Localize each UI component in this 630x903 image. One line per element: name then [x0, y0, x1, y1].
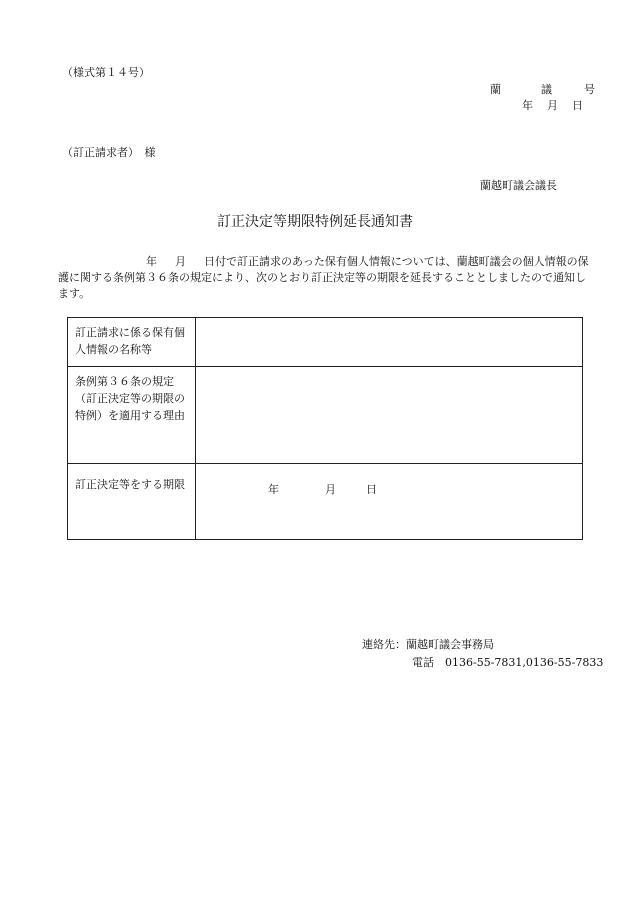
- table-row: [68, 318, 583, 367]
- table-label: 条例第３６条の規定（訂正決定等の期限の特例）を適用する理由: [68, 367, 196, 464]
- table-value-field[interactable]: [196, 367, 583, 464]
- body-year: 年: [146, 255, 157, 268]
- deadline-date-field[interactable]: [196, 464, 583, 540]
- body-text: 日付で訂正請求のあった保有個人情報については、蘭越町議会の個人情報の保護に関する条例第３６条の規定により、次のとおり訂正決定等の期限を延長することとしましたので通知します。: [58, 255, 589, 300]
- date-year: 年: [522, 99, 533, 112]
- body-month: 月: [175, 255, 186, 268]
- table-value-field[interactable]: [196, 318, 583, 367]
- deadline-year: 年: [268, 483, 279, 496]
- page-title: 訂正決定等期限特例延長通知書: [217, 214, 413, 230]
- addressee: （訂正請求者） 様: [62, 146, 156, 159]
- document-number-prefix: 蘭: [490, 83, 501, 96]
- table-label: 訂正決定等をする期限: [68, 464, 196, 540]
- date-month: 月: [547, 99, 558, 112]
- body-paragraph: [58, 254, 590, 302]
- document-number-suffix: 号: [584, 83, 595, 96]
- contact-phone: 電話 0136-55-7831,0136-55-7833: [412, 656, 604, 669]
- deadline-day: 日: [366, 483, 377, 496]
- document-number-mid: 議: [541, 83, 552, 96]
- table-row: [68, 367, 583, 464]
- form-number: （様式第１４号）: [62, 66, 150, 79]
- document-date: [522, 97, 583, 113]
- deadline-month: 月: [325, 483, 336, 496]
- table-row: [68, 464, 583, 540]
- info-table: [67, 317, 583, 540]
- document-number: [490, 81, 595, 97]
- table-label: 訂正請求に係る保有個人情報の名称等: [68, 318, 196, 367]
- contact-office: 連絡先：蘭越町議会事務局: [362, 638, 494, 651]
- sender: 蘭越町議会議長: [480, 179, 557, 192]
- date-day: 日: [572, 99, 583, 112]
